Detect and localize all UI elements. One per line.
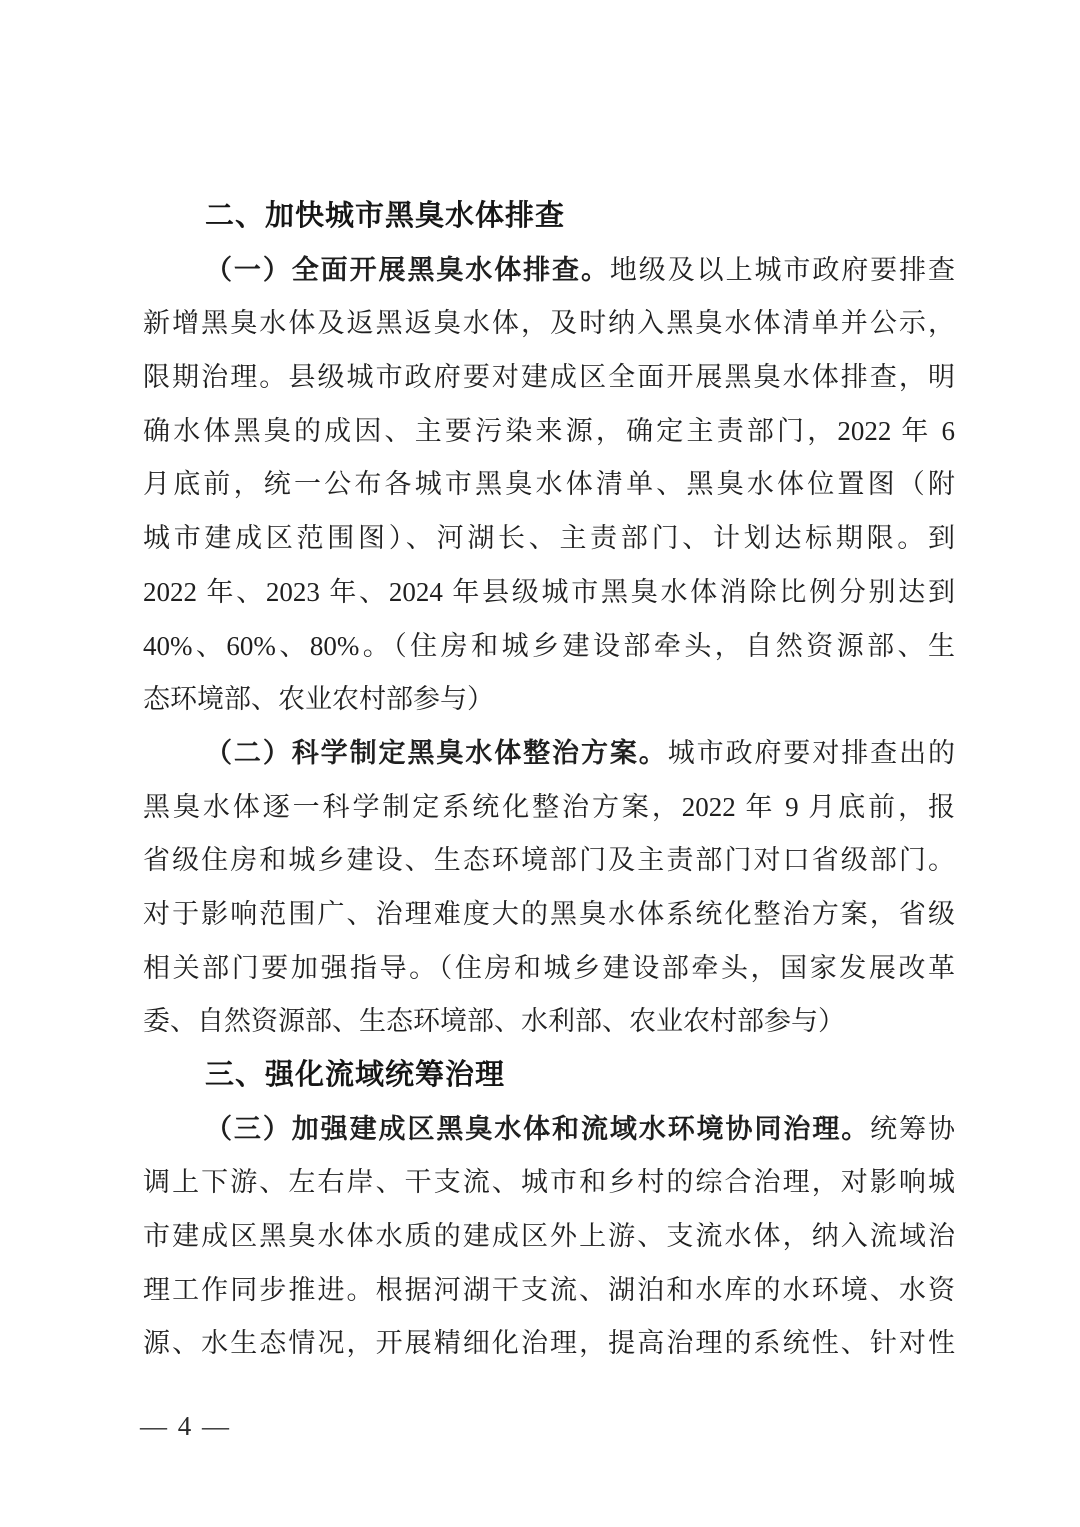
line-text: 态环境部、农业农村部参与） (143, 684, 494, 715)
line-text: 2022 年、2023 年、2024 年县级城市黑臭水体消除比例分别达到 (143, 576, 955, 607)
line-text: 调上下游、左右岸、干支流、城市和乡村的综合治理，对影响城 (143, 1167, 955, 1198)
line-text: 城市政府要对排查出的 (667, 737, 956, 768)
text-line (143, 566, 955, 620)
text-line (143, 458, 955, 512)
page-number: — 4 — (140, 1411, 231, 1441)
line-lead: （三）加强建成区黑臭水体和流域水环境协同治理。 (205, 1113, 871, 1144)
text-line (143, 351, 955, 405)
line-text: 委、自然资源部、生态环境部、水利部、农业农村部参与） (143, 1006, 845, 1037)
line-text: 省级住房和城乡建设、生态环境部门及主责部门对口省级部门。 (143, 845, 955, 876)
text-line (143, 1264, 955, 1318)
line-lead: （二）科学制定黑臭水体整治方案。 (205, 737, 668, 768)
text-line (143, 297, 955, 351)
line-text: 统筹协 (870, 1113, 956, 1144)
line-text: 限期治理。县级城市政府要对建成区全面开展黑臭水体排查，明 (143, 362, 955, 393)
text-line (143, 942, 955, 996)
text-line (143, 888, 955, 942)
line-text: 确水体黑臭的成因、主要污染来源，确定主责部门，2022 年 6 (143, 415, 955, 446)
text-line (143, 1103, 955, 1157)
text-line (143, 834, 955, 888)
text-line (143, 781, 955, 835)
text-line (143, 1317, 955, 1371)
line-text: 源、水生态情况，开展精细化治理，提高治理的系统性、针对性 (143, 1328, 955, 1359)
text-line (143, 673, 955, 727)
line-text: 黑臭水体逐一科学制定系统化整治方案，2022 年 9 月底前，报 (143, 791, 955, 822)
line-text: 相关部门要加强指导。（住房和城乡建设部牵头，国家发展改革 (143, 952, 955, 983)
text-line (143, 244, 955, 298)
line-text: 三、强化流域统筹治理 (205, 1059, 506, 1091)
line-text: 二、加快城市黑臭水体排查 (205, 200, 566, 232)
text-line (143, 512, 955, 566)
line-lead: （一）全面开展黑臭水体排查。 (205, 254, 610, 285)
line-text: 城市建成区范围图）、河湖长、主责部门、计划达标期限。到 (143, 523, 955, 554)
text-line (143, 1156, 955, 1210)
line-text: 40%、60%、80%。（住房和城乡建设部牵头，自然资源部、生 (143, 630, 955, 661)
line-text: 新增黑臭水体及返黑返臭水体，及时纳入黑臭水体清单并公示， (143, 308, 955, 339)
page-body (143, 190, 955, 1371)
line-text: 理工作同步推进。根据河湖干支流、湖泊和水库的水环境、水资 (143, 1274, 955, 1305)
text-line (143, 995, 955, 1049)
text-line (143, 727, 955, 781)
text-line (143, 620, 955, 674)
text-line (143, 405, 955, 459)
text-line (143, 190, 955, 244)
text-line (143, 1049, 955, 1103)
text-line (143, 1210, 955, 1264)
line-text: 对于影响范围广、治理难度大的黑臭水体系统化整治方案，省级 (143, 898, 955, 929)
line-text: 市建成区黑臭水体水质的建成区外上游、支流水体，纳入流域治 (143, 1221, 955, 1252)
line-text: 地级及以上城市政府要排查 (609, 254, 956, 285)
line-text: 月底前，统一公布各城市黑臭水体清单、黑臭水体位置图（附 (143, 469, 955, 500)
